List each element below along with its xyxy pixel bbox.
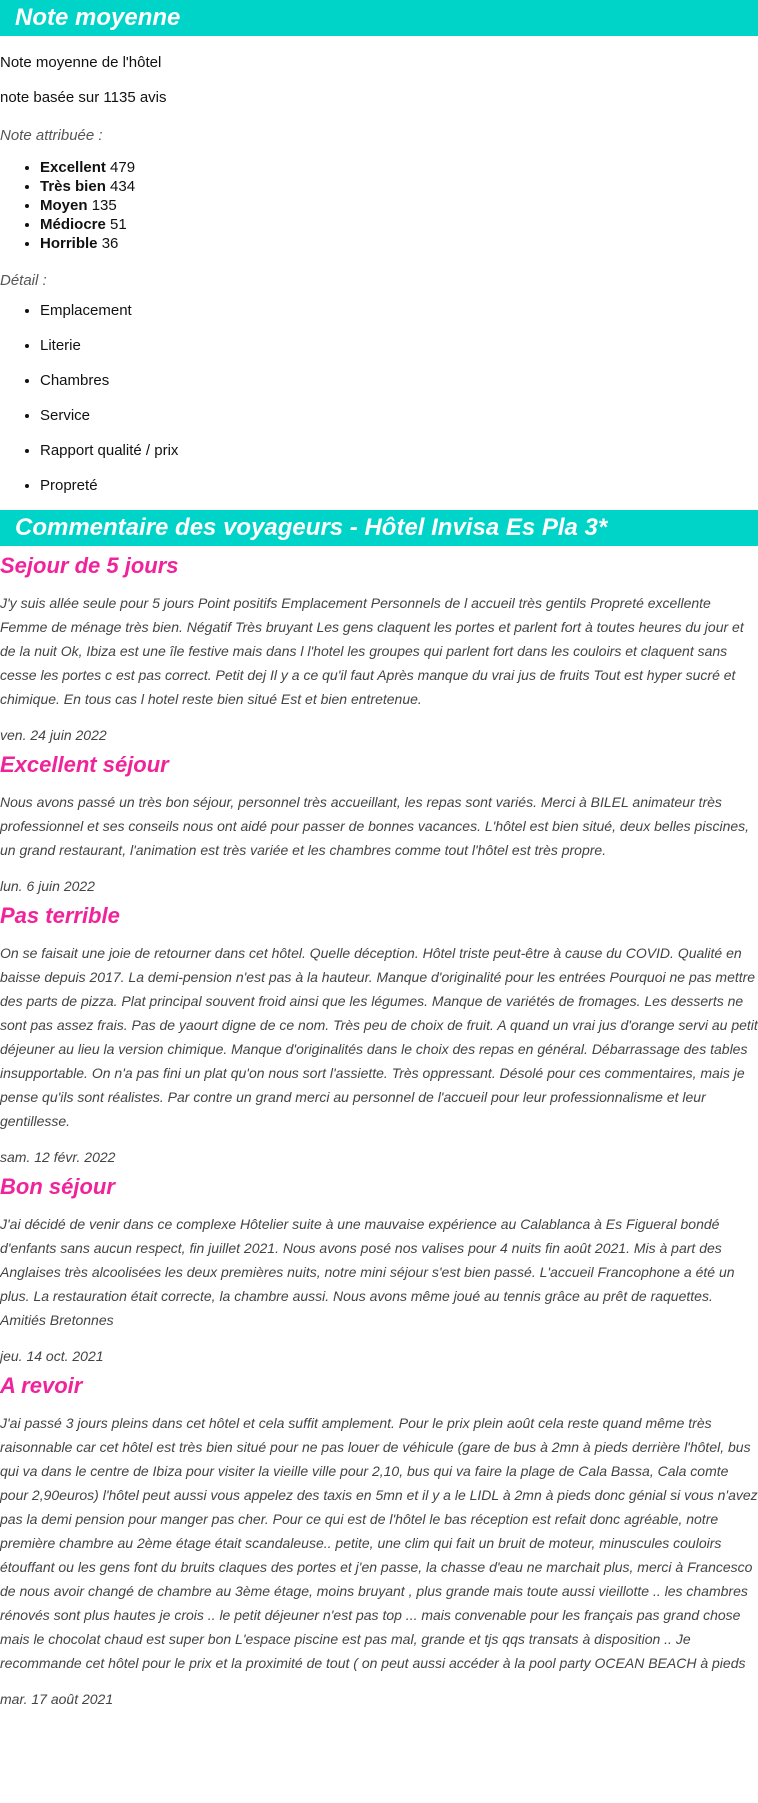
rating-item [40, 177, 758, 196]
review-text: J'y suis allée seule pour 5 jours Point positifs Emplacement Personnels de l accueil très gentils Propreté excellente Femme de ménage très bien. Négatif Très bruyant Les gens claquent les portes et parlent fort à toutes heures du jour et de la nuit Ok, Ibiza est une île festive mais dans l l'hotel les groupes qui parlent fort dans les couloirs et claquent sans cesse les portes c est pas correct. Petit dej Il y a ce qu'il faut Après manque du vrai jus de fruits Tout est hyper sucré et chimique. En tous cas l hotel reste bien situé Est et bien entretenue. [0, 595, 744, 707]
review-text: Nous avons passé un très bon séjour, personnel très accueillant, les repas sont variés. Merci à BILEL animateur très professionnel et ses conseils nous ont aidé pour passer de bonnes vacances. L'hôtel est bien situé, deux belles piscines, un grand restaurant, l'animation est très variée et les chambres comme tout l'hôtel est très propre. [0, 794, 750, 858]
detail-list [0, 301, 758, 496]
review-item [0, 751, 758, 896]
review-item [0, 552, 758, 745]
review-item [0, 1173, 758, 1366]
rating-label: Horrible [40, 235, 98, 252]
detail-item: • Propreté [40, 476, 758, 496]
review-title: Bon séjour [0, 1174, 115, 1199]
ratings-label: Note attribuée : [0, 127, 103, 144]
review-item [0, 1372, 758, 1709]
traveler-reviews-heading: Commentaire des voyageurs - Hôtel Invisa Es Pla 3* [0, 510, 758, 546]
detail-item: • Chambres [40, 371, 758, 391]
rating-count: 434 [110, 178, 136, 195]
review-count: note basée sur 1135 avis [0, 89, 167, 106]
review-date: mar. 17 août 2021 [0, 1691, 114, 1707]
rating-label: Très bien [40, 178, 106, 195]
review-text: J'ai passé 3 jours pleins dans cet hôtel et cela suffit amplement. Pour le prix plein août cela reste quand même très raisonnable car cet hôtel est très bien situé pour ne pas louer de véhicule (gare de bus à 2mn à pieds derrière l'hôtel, bus qui va dans le centre de Ibiza pour visiter la vieille ville pour 2,10, bus qui va faire la plage de Cala Bassa, Cala comte pour 2,90euros) l'hôtel peut aussi vous appelez des taxis en 5mn et il y a le LIDL à 2mn à pieds donc génial si vous n'avez pas la demi pension pour manger pas cher. Pour ce qui est de l'hôtel le bas réception est refait donc agréable, notre première chambre au 2ème étage était scandaleuse.. petite, une clim qui fait un bruit de moteur, minuscules couloirs étouffant ou les gens font du bruits claques des portes et j'en passe, la chasse d'eau ne marchait plus, merci à Francesco de nous avoir changé de chambre au 3ème étage, moins bruyant , plus grande mais toute aussi vieillotte .. les chambres rénovés sont plus hautes je crois .. le petit déjeuner n'est pas top ... mais convenable pour les français pas grand chose mais le chocolat chaud est super bon L'espace piscine est pas mal, grande et tjs qqs transats à disposition .. Je recommande cet hôtel pour le prix et la proximité de tout ( on peut aussi accéder à la pool party OCEAN BEACH à pieds [0, 1415, 758, 1671]
review-date: sam. 12 févr. 2022 [0, 1149, 116, 1165]
rating-item [40, 158, 758, 177]
review-text: On se faisait une joie de retourner dans cet hôtel. Quelle déception. Hôtel triste peut-être à cause du COVID. Qualité en baisse depuis 2017. La demi-pension n'est pas à la hauteur. Manque d'originalité pour les entrées Pourquoi ne pas mettre des parts de pizza. Plat principal souvent froid ainsi que les légumes. Manque de variétés de fromages. Les desserts ne sont pas assez frais. Pas de yaourt digne de ce nom. Très peu de choix de fruit. A quand un vrai jus d'orange servi au petit déjeuner au lieu la version chimique. Manque d'originalités dans le choix des repas en général. Débarrassage des tables insupportable. On n'a pas fini un plat qu'on nous sort l'assiette. Très oppressant. Désolé pour ces commentaires, mais je pense qu'ils sont réalistes. Par contre un grand merci au personnel de l'accueil pour leur professionnalisme et leur gentillesse. [0, 945, 758, 1129]
rating-item [40, 215, 758, 234]
average-rating-heading: Note moyenne [0, 0, 758, 36]
review-text: J'ai décidé de venir dans ce complexe Hôtelier suite à une mauvaise expérience au Calablanca à Es Figueral bondé d'enfants sans aucun respect, fin juillet 2021. Nous avons posé nos valises pour 4 nuits fin août 2021. Mis à part des Anglaises très alcoolisées les deux premières nuits, notre mini séjour s'est bien passé. L'accueil Francophone a été un plus. La restauration était correcte, la chambre aussi. Nous avons même joué au tennis grâce au prêt de raquettes. Amitiés Bretonnes [0, 1216, 735, 1328]
review-date: ven. 24 juin 2022 [0, 727, 107, 743]
review-item [0, 902, 758, 1167]
review-title: Excellent séjour [0, 752, 169, 777]
review-title: Pas terrible [0, 903, 120, 928]
detail-item: • Emplacement [40, 301, 758, 321]
rating-item [40, 196, 758, 215]
rating-item [40, 234, 758, 253]
review-title: Sejour de 5 jours [0, 553, 179, 578]
detail-item: • Literie [40, 336, 758, 356]
detail-item: • Service [40, 406, 758, 426]
hotel-average-title: Note moyenne de l'hôtel [0, 54, 162, 71]
rating-count: 36 [101, 235, 119, 252]
rating-label: Excellent [40, 159, 106, 176]
rating-count: 51 [110, 216, 127, 233]
rating-count: 479 [110, 159, 136, 176]
review-title: A revoir [0, 1373, 83, 1398]
rating-label: Médiocre [40, 216, 106, 233]
ratings-list [0, 158, 758, 253]
review-date: lun. 6 juin 2022 [0, 878, 95, 894]
rating-label: Moyen [40, 197, 88, 214]
detail-item: • Rapport qualité / prix [40, 441, 758, 461]
rating-count: 135 [91, 197, 117, 214]
detail-label: Détail : [0, 272, 47, 289]
review-date: jeu. 14 oct. 2021 [0, 1348, 104, 1364]
